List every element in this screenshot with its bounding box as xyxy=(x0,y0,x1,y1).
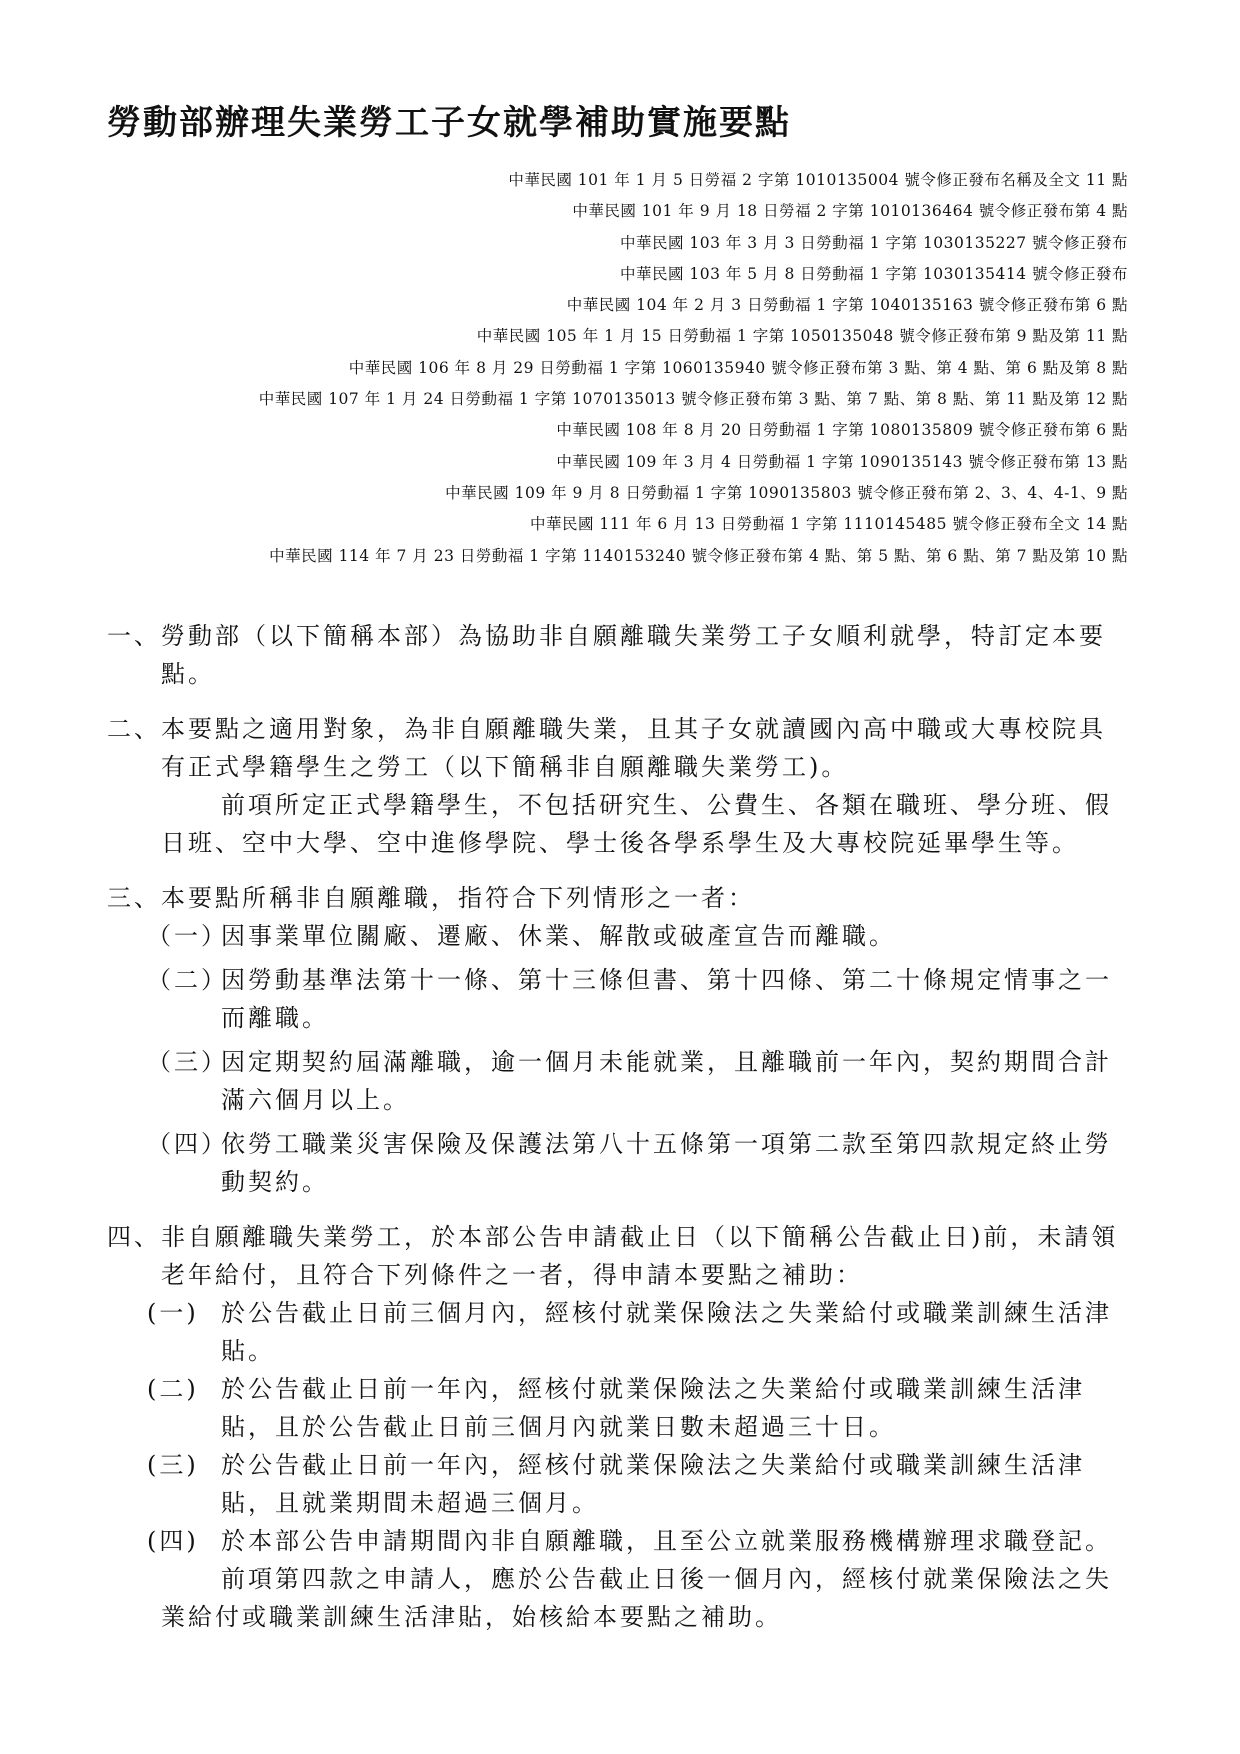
sub-item xyxy=(107,1294,1129,1370)
history-line: 中華民國 109 年 3 月 4 日勞動福 1 字第 1090135143 號令修正發布第 13 點 xyxy=(556,452,1128,471)
history-line: 中華民國 101 年 9 月 18 日勞福 2 字第 1010136464 號令修正發布第 4 點 xyxy=(572,202,1128,221)
history-line: 中華民國 107 年 1 月 24 日勞動福 1 字第 1070135013 號令修正發布第 3 點、第 7 點、第 8 點、第 11 點及第 12 點 xyxy=(258,390,1128,409)
sub-item xyxy=(107,1370,1129,1446)
sub-item-text: 於本部公告申請期間內非自願離職，且至公立就業服務機構辦理求職登記。 xyxy=(221,1527,1112,1555)
sub-item xyxy=(107,917,1129,955)
sub-item xyxy=(107,1125,1129,1201)
section-paragraph: 前項第四款之申請人，應於公告截止日後一個月內，經核付就業保險法之失業給付或職業訓練生活津貼，始核給本要點之補助。 xyxy=(161,1565,1112,1631)
history-line: 中華民國 108 年 8 月 20 日勞動福 1 字第 1080135809 號令修正發布第 6 點 xyxy=(556,421,1128,440)
history-line: 中華民國 103 年 5 月 8 日勞動福 1 字第 1030135414 號令修正發布 xyxy=(619,264,1128,283)
sub-item-text: 因勞動基準法第十一條、第十三條但書、第十四條、第二十條規定情事之一而離職。 xyxy=(221,966,1112,1032)
document-title: 勞動部辦理失業勞工子女就學補助實施要點 xyxy=(107,103,791,143)
history-line: 中華民國 101 年 1 月 5 日勞福 2 字第 1010135004 號令修正發布名稱及全文 11 點 xyxy=(508,171,1128,189)
sub-item-number: (二) xyxy=(147,1375,199,1403)
document-body xyxy=(107,617,1129,1653)
sub-item xyxy=(107,1522,1129,1560)
section-1 xyxy=(107,617,1129,693)
sub-item-number: (一) xyxy=(147,1299,199,1327)
section-2 xyxy=(107,710,1129,862)
section-text: 非自願離職失業勞工，於本部公告申請截止日（以下簡稱公告截止日)前，未請領老年給付，且符合下列條件之一者，得申請本要點之補助： xyxy=(161,1223,1119,1289)
history-line: 中華民國 105 年 1 月 15 日勞動福 1 字第 1050135048 號令修正發布第 9 點及第 11 點 xyxy=(476,327,1128,346)
section-4 xyxy=(107,1218,1129,1636)
history-line: 中華民國 103 年 3 月 3 日勞動福 1 字第 1030135227 號令修正發布 xyxy=(619,233,1128,252)
sub-item-number: （二） xyxy=(147,966,228,994)
sub-item xyxy=(107,1043,1129,1119)
section-text: 本要點之適用對象，為非自願離職失業，且其子女就讀國內高中職或大專校院具有正式學籍學生之勞工（以下簡稱非自願離職失業勞工)。 xyxy=(161,715,1106,781)
history-line: 中華民國 114 年 7 月 23 日勞動福 1 字第 1140153240 號令修正發布第 4 點、第 5 點、第 6 點、第 7 點及第 10 點 xyxy=(269,546,1128,565)
history-line: 中華民國 111 年 6 月 13 日勞動福 1 字第 1110145485 號令修正發布全文 14 點 xyxy=(530,515,1128,534)
sub-item xyxy=(107,961,1129,1037)
section-paragraph: 前項所定正式學籍學生，不包括研究生、公費生、各類在職班、學分班、假日班、空中大學、空中進修學院、學士後各學系學生及大專校院延畢學生等。 xyxy=(161,791,1112,857)
sub-item-number: （四） xyxy=(147,1130,228,1158)
history-line: 中華民國 104 年 2 月 3 日勞動福 1 字第 1040135163 號令修正發布第 6 點 xyxy=(566,296,1128,315)
section-number: 一、 xyxy=(107,622,161,650)
section-number: 四、 xyxy=(107,1223,161,1251)
section-number: 二、 xyxy=(107,715,161,743)
sub-item-number: （一） xyxy=(147,922,228,950)
section-text: 勞動部（以下簡稱本部）為協助非自願離職失業勞工子女順利就學，特訂定本要點。 xyxy=(161,622,1106,688)
section-number: 三、 xyxy=(107,884,161,912)
history-line: 中華民國 106 年 8 月 29 日勞動福 1 字第 1060135940 號令修正發布第 3 點、第 4 點、第 6 點及第 8 點 xyxy=(348,358,1128,377)
section-text: 本要點所稱非自願離職，指符合下列情形之一者： xyxy=(161,884,755,912)
sub-item-text: 因事業單位關廠、遷廠、休業、解散或破產宣告而離職。 xyxy=(221,922,896,950)
sub-item xyxy=(107,1446,1129,1522)
sub-item-number: （三） xyxy=(147,1048,228,1076)
sub-item-text: 因定期契約屆滿離職，逾一個月未能就業，且離職前一年內，契約期間合計滿六個月以上。 xyxy=(221,1048,1112,1114)
sub-item-text: 於公告截止日前三個月內，經核付就業保險法之失業給付或職業訓練生活津貼。 xyxy=(221,1299,1112,1365)
section-3 xyxy=(107,879,1129,1201)
sub-item-text: 於公告截止日前一年內，經核付就業保險法之失業給付或職業訓練生活津貼，且就業期間未超過三個月。 xyxy=(221,1451,1085,1517)
sub-item-text: 依勞工職業災害保險及保護法第八十五條第一項第二款至第四款規定終止勞動契約。 xyxy=(221,1130,1112,1196)
history-line: 中華民國 109 年 9 月 8 日勞動福 1 字第 1090135803 號令修正發布第 2、3、4、4-1、9 點 xyxy=(445,483,1128,502)
amendment-history xyxy=(88,165,1128,572)
sub-item-text: 於公告截止日前一年內，經核付就業保險法之失業給付或職業訓練生活津貼，且於公告截止日前三個月內就業日數未超過三十日。 xyxy=(221,1375,1085,1441)
sub-item-number: (四) xyxy=(147,1527,199,1555)
sub-item-number: (三) xyxy=(147,1451,199,1479)
